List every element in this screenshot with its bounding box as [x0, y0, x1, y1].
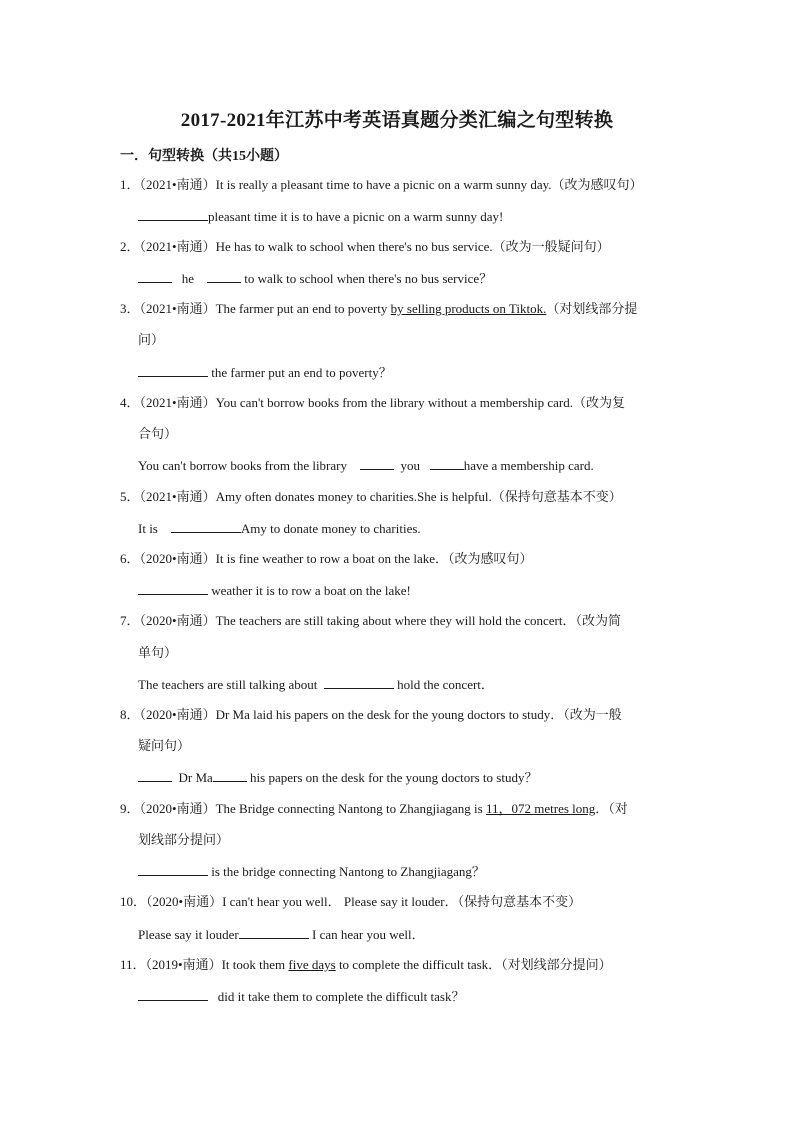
question-number: 8．: [120, 707, 140, 722]
answer-blank[interactable]: [239, 926, 309, 939]
question-number: 9．: [120, 801, 140, 816]
question-text: I can't hear you well． Please say it louder．（保持句意基本不变）: [222, 894, 582, 909]
question-7-cont: 单句）: [138, 645, 178, 660]
question-number: 10．: [120, 894, 147, 909]
question-source: （2020•南通）: [139, 707, 216, 722]
answer-blank[interactable]: [207, 270, 241, 283]
answer-blank[interactable]: [138, 208, 208, 221]
answer-line-10: Please say it louder I can hear you well．: [138, 927, 425, 942]
page-title: 2017-2021年江苏中考英语真题分类汇编之句型转换: [180, 110, 614, 131]
question-8: [120, 707, 622, 723]
question-11: 11．（2019•南通）It took them five days to complete the difficult task．（对划线部分提问）: [120, 957, 612, 972]
question-number: 3．: [120, 301, 140, 316]
underlined-part: five days: [288, 957, 336, 972]
question-6: [120, 551, 533, 567]
question-number: 6．: [120, 551, 140, 566]
question-2: [120, 239, 610, 255]
question-source: （2021•南通）: [139, 301, 216, 316]
answer-blank[interactable]: [360, 457, 394, 470]
question-source: （2021•南通）: [139, 239, 216, 254]
question-text: Dr Ma laid his papers on the desk for the young doctors to study．（改为一般: [215, 707, 622, 722]
question-source: （2020•南通）: [146, 894, 223, 909]
question-3: 3．（2021•南通）The farmer put an end to poverty by selling products on Tiktok.（对划线部分提: [120, 301, 638, 316]
question-source: （2020•南通）: [139, 613, 216, 628]
question-text: Amy often donates money to charities.She is helpful.（保持句意基本不变）: [215, 489, 622, 504]
answer-line-2: he to walk to school when there's no bus service？: [138, 270, 492, 287]
question-source: （2019•南通）: [145, 957, 222, 972]
answer-blank[interactable]: [138, 582, 208, 595]
section-heading: 一．句型转换（共15小题）: [120, 149, 288, 164]
answer-line-6: weather it is to row a boat on the lake!: [138, 582, 411, 599]
answer-line-4: You can't borrow books from the library you have a membership card.: [138, 458, 594, 473]
question-number: 7．: [120, 613, 140, 628]
question-source: （2020•南通）: [139, 801, 216, 816]
question-9-cont: 划线部分提问）: [138, 832, 230, 847]
question-text: You can't borrow books from the library without a membership card.（改为复: [215, 395, 625, 410]
question-8-cont: 疑问句）: [138, 738, 191, 753]
answer-line-9: is the bridge connecting Nantong to Zhangjiagang？: [138, 863, 485, 880]
answer-line-11: did it take them to complete the difficult task？: [138, 988, 464, 1005]
question-text: It is fine weather to row a boat on the lake．（改为感叹句）: [215, 551, 533, 566]
answer-blank[interactable]: [138, 863, 208, 876]
answer-blank[interactable]: [138, 988, 208, 1001]
question-9: 9．（2020•南通）The Bridge connecting Nantong to Zhangjiagang is 11，072 metres long．（对: [120, 801, 628, 816]
question-source: （2021•南通）: [139, 177, 216, 192]
answer-blank[interactable]: [138, 270, 172, 283]
question-4-cont: 合句）: [138, 426, 178, 441]
question-number: 4．: [120, 395, 140, 410]
answer-blank[interactable]: [324, 676, 394, 689]
question-number: 2．: [120, 239, 140, 254]
underlined-part: 11，072 metres long: [485, 801, 596, 816]
question-source: （2021•南通）: [139, 395, 216, 410]
question-3-cont: 问）: [138, 332, 165, 347]
question-1: [120, 177, 643, 193]
answer-line-5: It is Amy to donate money to charities.: [138, 521, 421, 536]
answer-blank[interactable]: [430, 457, 464, 470]
question-number: 1．: [120, 177, 140, 192]
question-5: [120, 489, 622, 505]
question-text: The teachers are still taking about where they will hold the concert．（改为简: [215, 613, 621, 628]
answer-blank[interactable]: [138, 769, 172, 782]
answer-line-3: the farmer put an end to poverty？: [138, 364, 392, 381]
question-source: （2021•南通）: [139, 489, 216, 504]
answer-blank[interactable]: [171, 520, 241, 533]
question-text: It is really a pleasant time to have a picnic on a warm sunny day.（改为感叹句）: [215, 177, 643, 192]
question-number: 11．: [120, 957, 146, 972]
answer-line-1: pleasant time it is to have a picnic on a warm sunny day!: [138, 208, 503, 225]
answer-line-8: Dr Ma his papers on the desk for the young doctors to study？: [138, 769, 537, 786]
answer-line-7: The teachers are still talking about hold the concert．: [138, 677, 494, 692]
underlined-part: by selling products on Tiktok.: [390, 301, 547, 316]
question-10: [120, 894, 581, 910]
question-4: [120, 395, 625, 411]
question-7: [120, 613, 621, 629]
answer-blank[interactable]: [213, 769, 247, 782]
answer-blank[interactable]: [138, 364, 208, 377]
question-source: （2020•南通）: [139, 551, 216, 566]
question-number: 5．: [120, 489, 140, 504]
question-text: He has to walk to school when there's no bus service.（改为一般疑问句）: [215, 239, 610, 254]
